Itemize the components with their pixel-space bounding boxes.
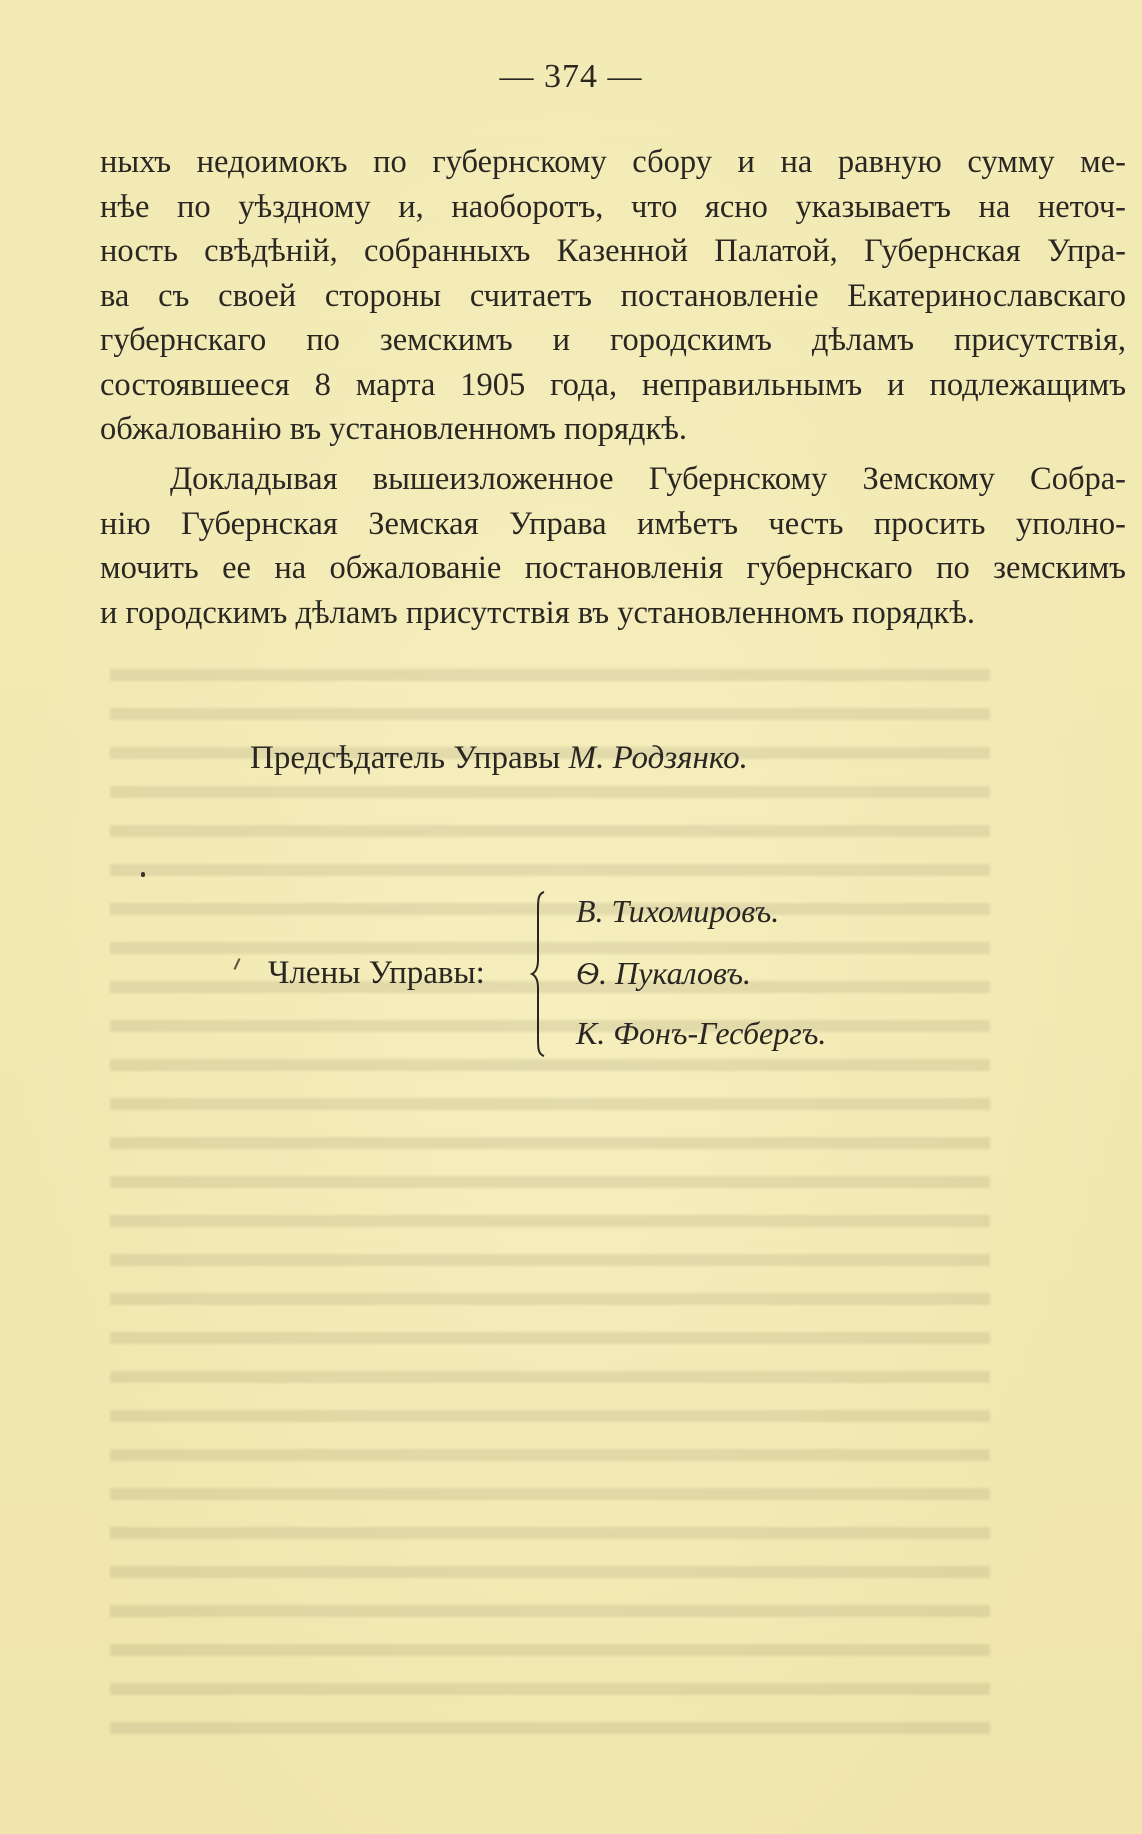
chairman-signature xyxy=(250,740,748,777)
paragraph-2-line: мочить ее на обжалованіе постановленія губернскаго по земскимъ xyxy=(100,550,1126,586)
paragraph-1-line: губернскаго по земскимъ и городскимъ дѣламъ присутствія, xyxy=(100,322,1126,358)
ink-speck xyxy=(141,872,145,877)
paragraph-1-line: ныхъ недоимокъ по губернскому сбору и на равную сумму ме- xyxy=(100,144,1126,180)
paragraph-2-line: нію Губернская Земская Управа имѣетъ честь просить уполно- xyxy=(100,505,1126,542)
paragraph-1-line: ва съ своей стороны считаетъ постановленіе Екатеринославскаго xyxy=(100,277,1126,314)
paragraph-1-line: ность свѣдѣній, собранныхъ Казенной Палатой, Губернская Упра- xyxy=(100,233,1126,269)
members-label: Члены Управы: xyxy=(268,955,485,991)
member-name: Ѳ. Пукаловъ. xyxy=(576,955,752,991)
member-name: В. Тихомировъ. xyxy=(576,893,780,929)
page-number: — 374 — xyxy=(499,58,643,95)
paragraph-2-line: и городскимъ дѣламъ присутствія въ установленномъ порядкѣ. xyxy=(100,594,975,631)
chairman-title: Предсѣдатель Управы xyxy=(250,740,561,776)
paragraph-1-line: обжалованію въ установленномъ порядкѣ. xyxy=(100,411,687,447)
chairman-name: М. Родзянко. xyxy=(568,740,748,776)
paragraph-2 xyxy=(100,457,1126,635)
curly-brace-icon xyxy=(530,890,548,1058)
paragraph-1-line: нѣе по уѣздному и, наоборотъ, что ясно указываетъ на неточ- xyxy=(100,188,1126,225)
bleed-through-text xyxy=(110,655,990,1755)
paragraph-1-line: состоявшееся 8 марта 1905 года, неправильнымъ и подлежащимъ xyxy=(100,366,1126,403)
member-name: К. Фонъ-Гесбергъ. xyxy=(576,1015,827,1051)
paragraph-1 xyxy=(100,140,1126,452)
paragraph-2-line: Докладывая вышеизложенное Губернскому Земскому Собра- xyxy=(170,461,1126,497)
